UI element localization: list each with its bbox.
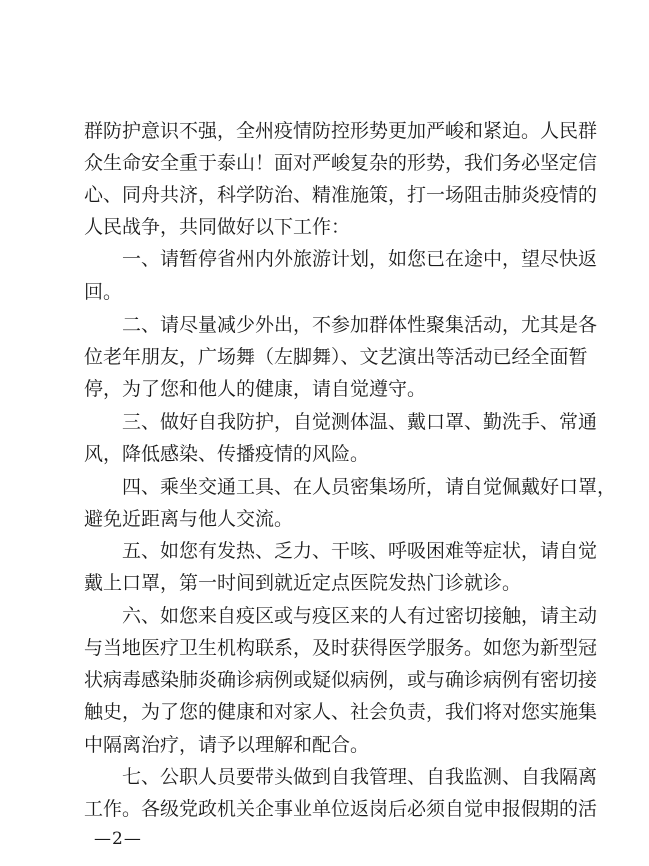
body-text-line: 五、如您有发热、乏力、干咳、呼吸困难等症状，请自觉 bbox=[84, 540, 598, 562]
body-text-line: 避免近距离与他人交流。 bbox=[84, 508, 294, 530]
body-text-line: 心、同舟共济，科学防治、精准施策，打一场阻击肺炎疫情的 bbox=[84, 184, 598, 206]
body-text-line: 一、请暂停省州内外旅游计划，如您已在途中，望尽快返 bbox=[84, 248, 598, 270]
body-text-line: 状病毒感染肺炎确诊病例或疑似病例，或与确诊病例有密切接 bbox=[84, 669, 598, 691]
page-number: —2— bbox=[94, 829, 142, 849]
body-text-line: 三、做好自我防护，自觉测体温、戴口罩、勤洗手、常通 bbox=[84, 411, 598, 433]
body-text-line: 六、如您来自疫区或与疫区来的人有过密切接触，请主动 bbox=[84, 605, 598, 627]
body-text-line: 七、公职人员要带头做到自我管理、自我监测、自我隔离 bbox=[84, 766, 598, 788]
body-text-line: 中隔离治疗，请予以理解和配合。 bbox=[84, 734, 370, 756]
body-text-line: 风，降低感染、传播疫情的风险。 bbox=[84, 443, 370, 465]
body-text-line: 众生命安全重于泰山！面对严峻复杂的形势，我们务必坚定信 bbox=[84, 152, 598, 174]
body-text-line: 回。 bbox=[84, 281, 123, 303]
body-text-line: 戴上口罩，第一时间到就近定点医院发热门诊就诊。 bbox=[84, 572, 522, 594]
body-text-line: 位老年朋友，广场舞（左脚舞）、文艺演出等活动已经全面暂 bbox=[84, 346, 588, 368]
body-text-line: 工作。各级党政机关企事业单位返岗后必须自觉申报假期的活 bbox=[84, 798, 598, 820]
body-text-line: 停，为了您和他人的健康，请自觉遵守。 bbox=[84, 378, 427, 400]
body-text-line: 群防护意识不强，全州疫情防控形势更加严峻和紧迫。人民群 bbox=[84, 120, 598, 142]
body-text-line: 与当地医疗卫生机构联系，及时获得医学服务。如您为新型冠 bbox=[84, 637, 598, 659]
body-text-line: 四、乘坐交通工具、在人员密集场所，请自觉佩戴好口罩， bbox=[84, 476, 617, 498]
body-text-line: 人民战争，共同做好以下工作： bbox=[84, 216, 351, 238]
body-text-line: 二、请尽量减少外出，不参加群体性聚集活动，尤其是各 bbox=[84, 314, 598, 336]
body-text-line: 触史，为了您的健康和对家人、社会负责，我们将对您实施集 bbox=[84, 701, 598, 723]
